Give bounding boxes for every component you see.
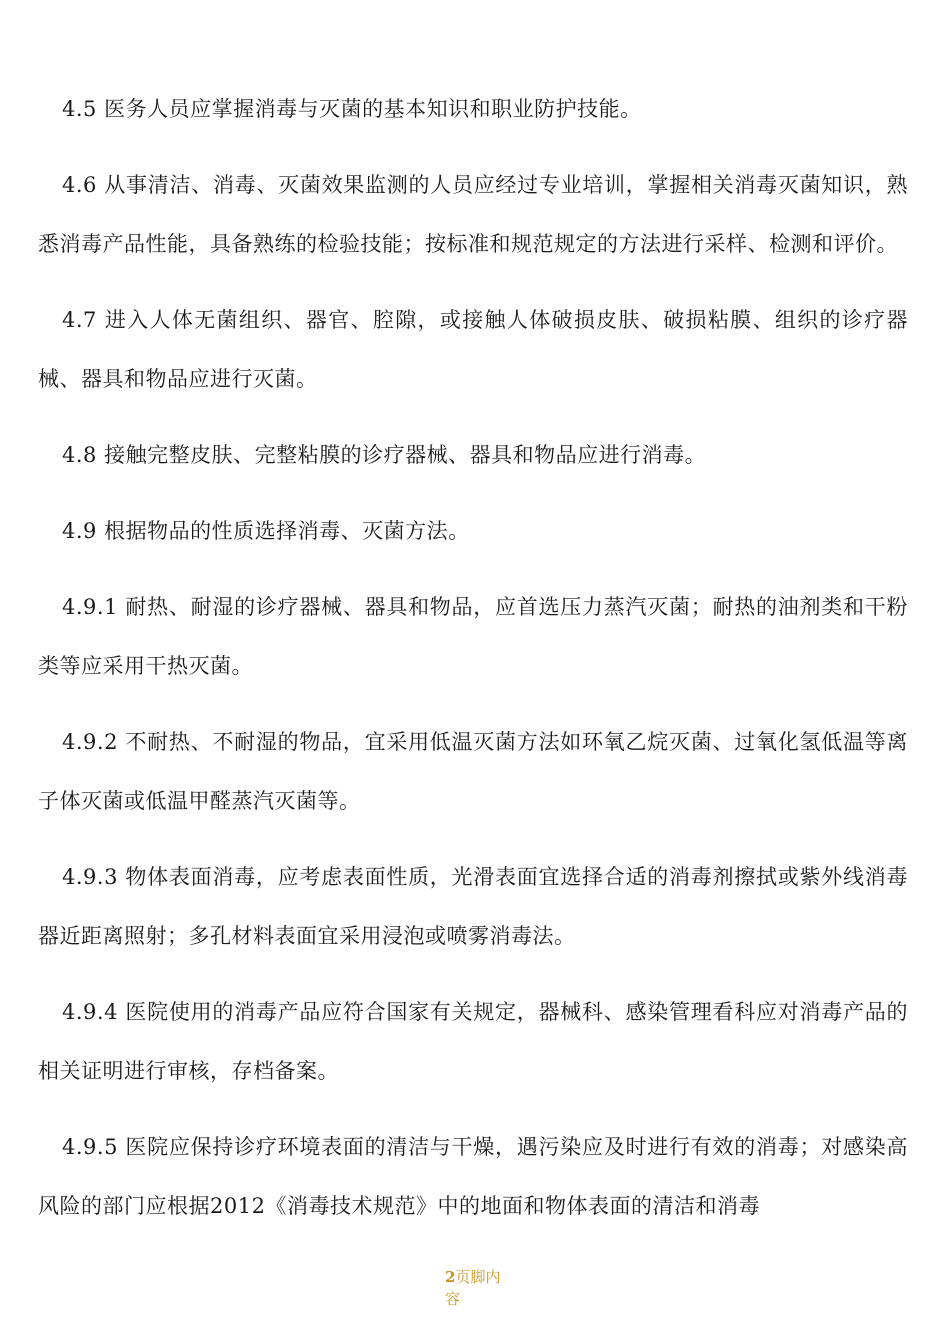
paragraph-4-9-4: 4.9.4 医院使用的消毒产品应符合国家有关规定，器械科、感染管理看科应对消毒产品的相关证明进行审核，存档备案。 [38, 1000, 908, 1083]
paragraph-4-9-5: 4.9.5 医院应保持诊疗环境表面的清洁与干燥，遇污染应及时进行有效的消毒；对感染高风险的部门应根据2012《消毒技术规范》中的地面和物体表面的清洁和消毒 [38, 1135, 908, 1218]
paragraph-4-8: 4.8 接触完整皮肤、完整粘膜的诊疗器械、器具和物品应进行消毒。 [62, 443, 707, 467]
paragraph-4-9-2: 4.9.2 不耐热、不耐湿的物品，宜采用低温灭菌方法如环氧乙烷灭菌、过氧化氢低温等离子体灭菌或低温甲醛蒸汽灭菌等。 [38, 730, 908, 813]
page-footer [445, 1266, 515, 1310]
paragraph-4-9-3: 4.9.3 物体表面消毒，应考虑表面性质，光滑表面宜选择合适的消毒剂擦拭或紫外线消毒器近距离照射；多孔材料表面宜采用浸泡或喷雾消毒法。 [38, 865, 908, 948]
paragraph-4-6: 4.6 从事清洁、消毒、灭菌效果监测的人员应经过专业培训，掌握相关消毒灭菌知识，熟悉消毒产品性能，具备熟练的检验技能；按标准和规范规定的方法进行采样、检测和评价。 [38, 173, 908, 256]
document-body [38, 80, 908, 1253]
page-number: 2 [445, 1268, 456, 1286]
paragraph-4-5: 4.5 医务人员应掌握消毒与灭菌的基本知识和职业防护技能。 [62, 97, 642, 121]
footer-label: 页脚内容 [445, 1268, 501, 1308]
paragraph-4-7: 4.7 进入人体无菌组织、器官、腔隙，或接触人体破损皮肤、破损粘膜、组织的诊疗器械、器具和物品应进行灭菌。 [38, 308, 908, 391]
paragraph-4-9: 4.9 根据物品的性质选择消毒、灭菌方法。 [62, 519, 470, 543]
paragraph-4-9-1: 4.9.1 耐热、耐湿的诊疗器械、器具和物品，应首选压力蒸汽灭菌；耐热的油剂类和干粉类等应采用干热灭菌。 [38, 595, 908, 678]
